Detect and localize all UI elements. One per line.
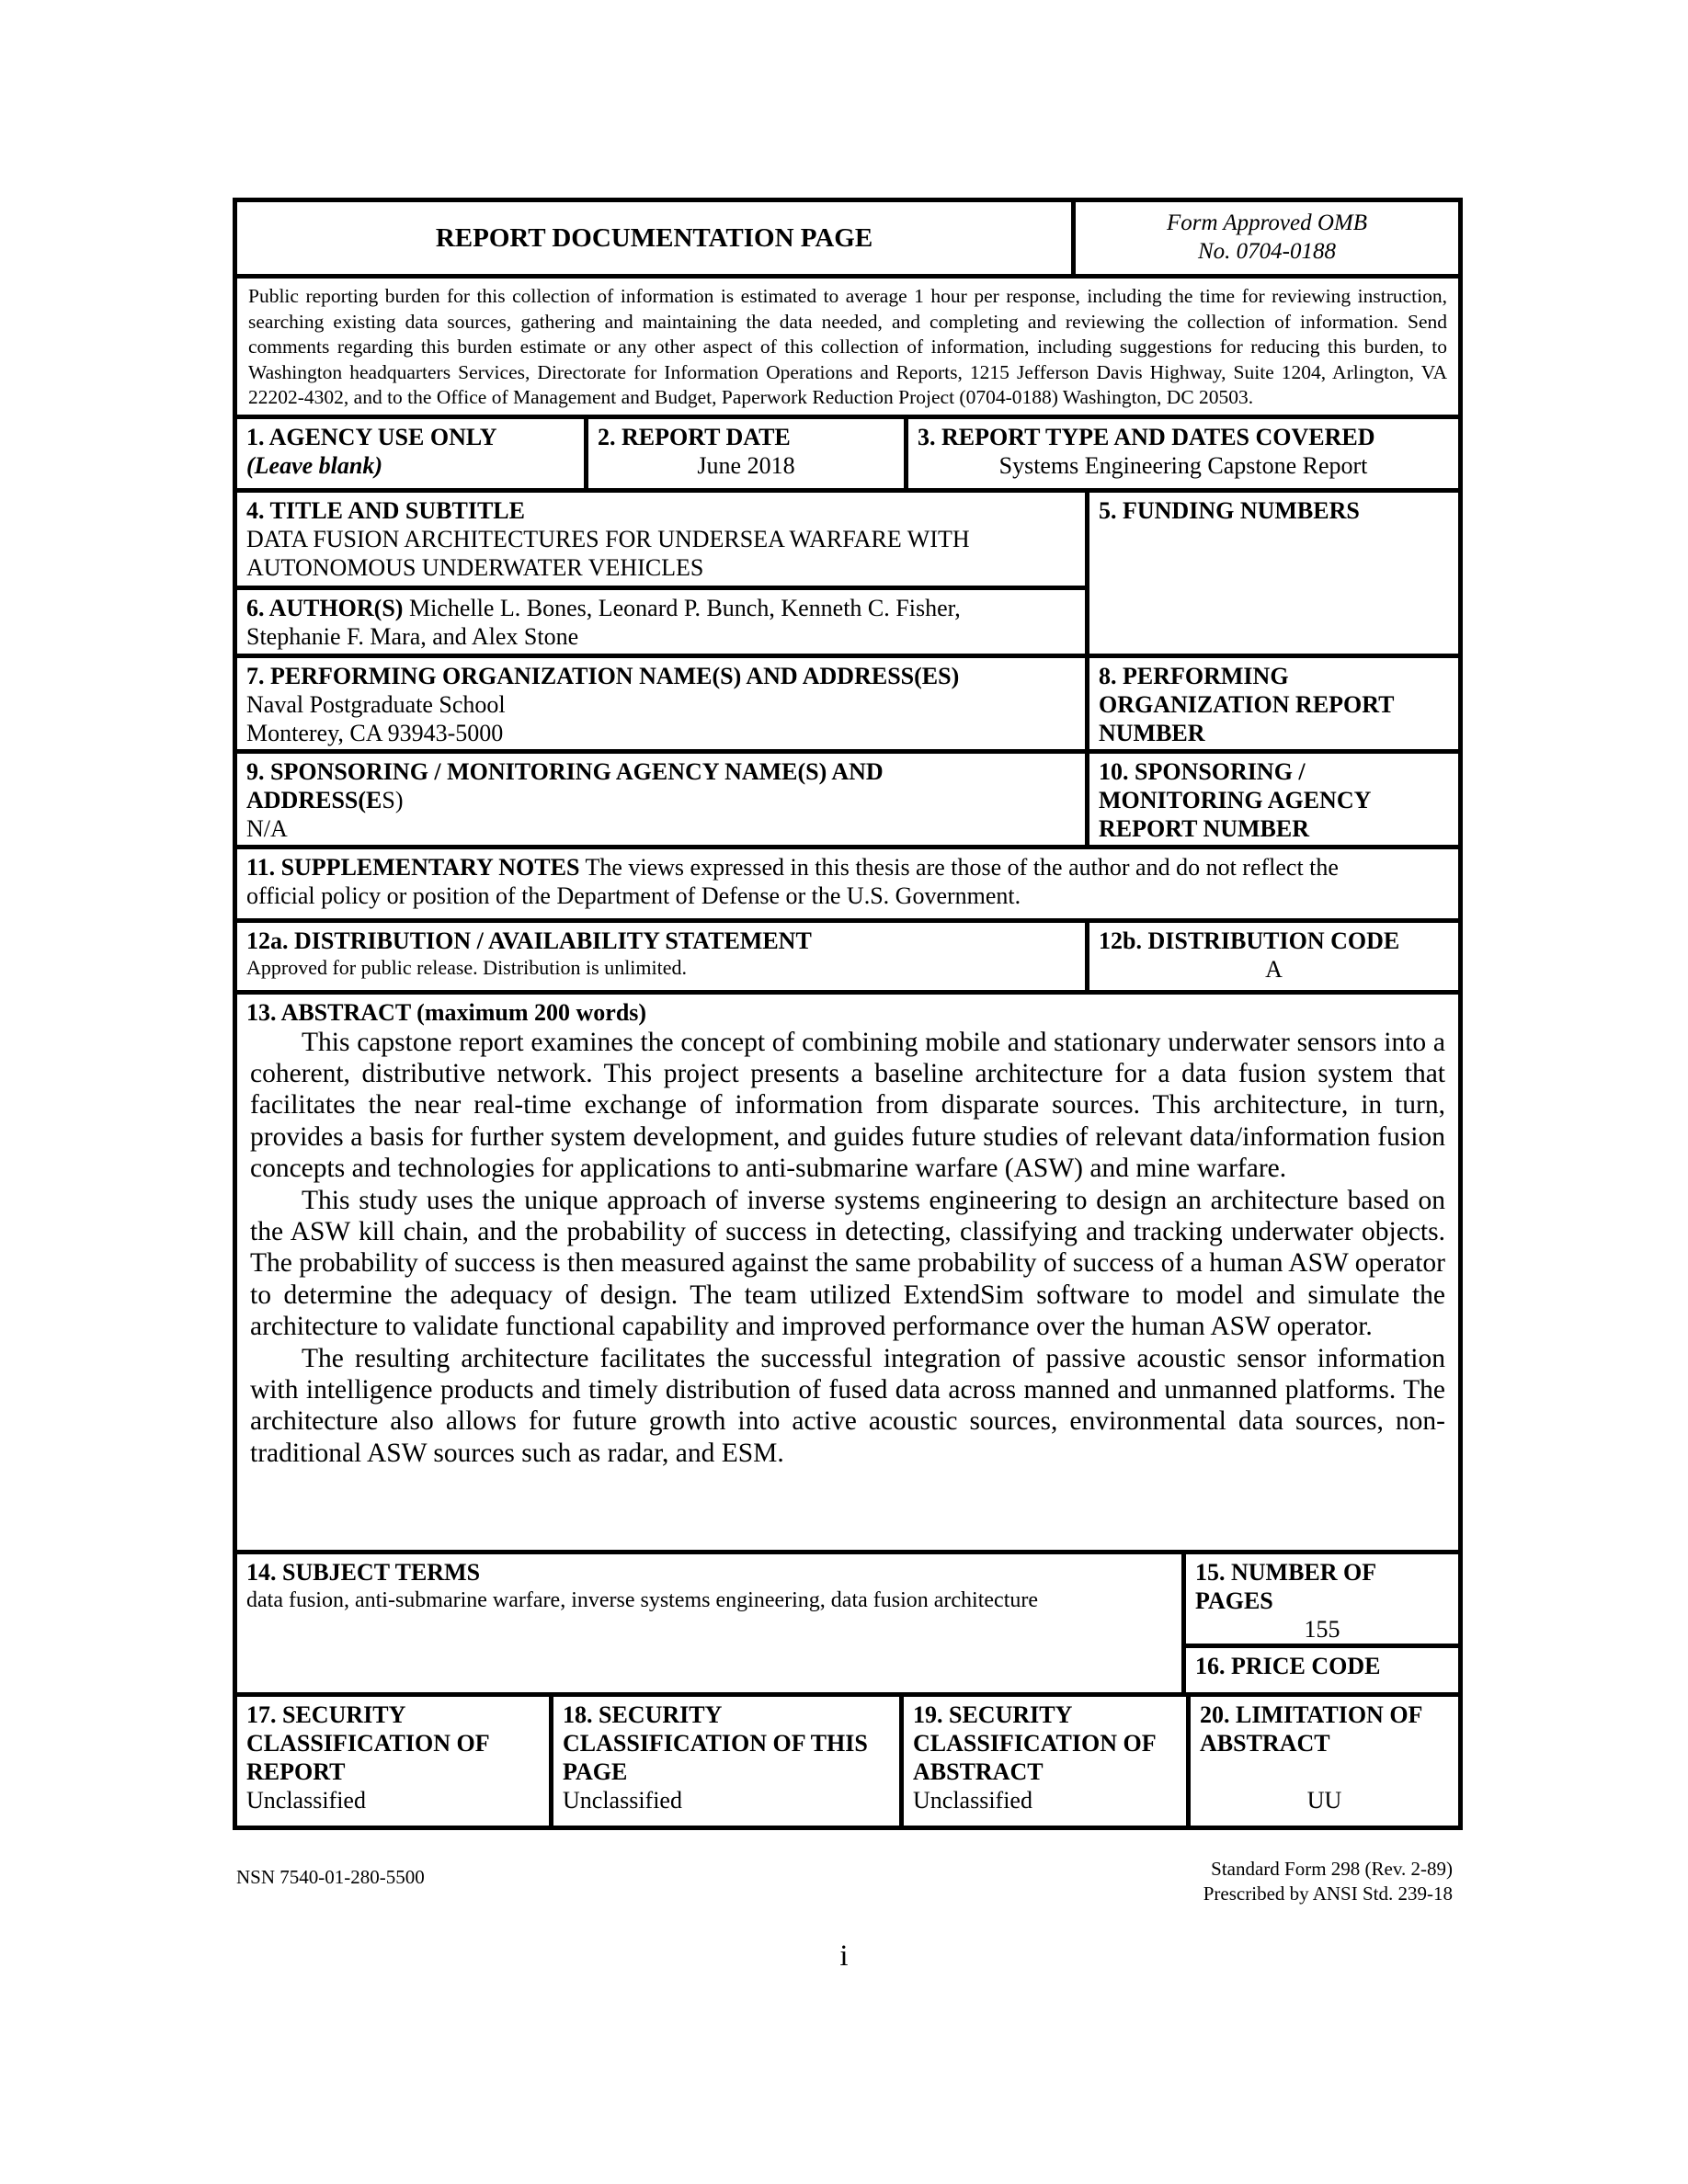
subject-terms-value: data fusion, anti-submarine warfare, inverse systems engineering, data fusion architecture (246, 1587, 1039, 1612)
security-abstract-line-2: CLASSIFICATION OF (913, 1729, 1157, 1757)
authors-line-1: Michelle L. Bones, Leonard P. Bunch, Kenneth C. Fisher, (403, 594, 961, 621)
sponsoring-agency-label-1: 9. SPONSORING / MONITORING AGENCY NAME(S) AND (246, 757, 884, 785)
distribution-row (233, 918, 1463, 990)
performing-org-label: 7. PERFORMING ORGANIZATION NAME(S) AND ADDRESS(ES) (246, 662, 960, 689)
report-date-label: 2. REPORT DATE (598, 423, 791, 450)
report-date-cell (584, 419, 904, 488)
burden-row (233, 274, 1463, 415)
report-type-label: 3. REPORT TYPE AND DATES COVERED (918, 423, 1375, 450)
title-line-2: AUTONOMOUS UNDERWATER VEHICLES (246, 553, 704, 581)
funding-numbers-label: 5. FUNDING NUMBERS (1099, 496, 1360, 524)
agency-use-cell (237, 419, 584, 488)
agency-use-value: (Leave blank) (246, 451, 383, 479)
distribution-statement-cell (237, 923, 1085, 990)
sponsoring-agency-cell (237, 754, 1085, 845)
security-report-line-3: REPORT (246, 1757, 346, 1785)
sponsoring-report-line-2: MONITORING AGENCY (1099, 786, 1372, 813)
abstract-label: 13. ABSTRACT (maximum 200 words) (246, 998, 647, 1026)
security-page-line-3: PAGE (563, 1757, 628, 1785)
performing-org-line-1: Naval Postgraduate School (246, 690, 506, 718)
report-date-value: June 2018 (697, 451, 795, 479)
report-type-value: Systems Engineering Capstone Report (998, 451, 1368, 479)
performing-org-line-2: Monterey, CA 93943-5000 (246, 719, 504, 746)
limitation-value: UU (1306, 1786, 1342, 1814)
standard-form-info (1203, 1857, 1453, 1906)
security-report-value: Unclassified (246, 1786, 366, 1814)
performing-org-cell (237, 658, 1085, 749)
distribution-code-value: A (1265, 955, 1283, 983)
abstract-row (233, 990, 1463, 1550)
performing-report-line-1: 8. PERFORMING (1099, 662, 1289, 689)
supplementary-row (233, 845, 1463, 918)
security-row (233, 1692, 1463, 1830)
security-page-line-2: CLASSIFICATION OF THIS (563, 1729, 868, 1757)
distribution-code-label: 12b. DISTRIBUTION CODE (1099, 927, 1400, 954)
security-report-line-1: 17. SECURITY (246, 1701, 406, 1728)
sponsoring-row (233, 749, 1463, 845)
funding-numbers-cell (1085, 493, 1458, 654)
subject-terms-row (233, 1550, 1463, 1692)
limitation-line-2: ABSTRACT (1200, 1729, 1330, 1757)
omb-approval-line1: Form Approved OMB (1166, 210, 1368, 235)
sponsoring-agency-label-2: ADDRESS(E (246, 786, 382, 813)
agency-row (233, 415, 1463, 488)
performing-row (233, 654, 1463, 749)
number-of-pages-cell (1186, 1554, 1458, 1644)
limitation-cell (1186, 1697, 1458, 1826)
performing-report-line-2: ORGANIZATION REPORT (1099, 690, 1395, 718)
title-line-1: DATA FUSION ARCHITECTURES FOR UNDERSEA WARFARE WITH (246, 525, 970, 552)
security-page-value: Unclassified (563, 1786, 682, 1814)
distribution-statement-value: Approved for public release. Distribution is unlimited. (246, 955, 688, 979)
authors-cell (237, 586, 1085, 654)
subject-terms-cell (237, 1554, 1181, 1692)
security-abstract-value: Unclassified (913, 1786, 1032, 1814)
security-abstract-line-1: 19. SECURITY (913, 1701, 1073, 1728)
performing-report-line-3: NUMBER (1099, 719, 1205, 746)
report-documentation-form (233, 198, 1463, 1830)
pages-price-column (1181, 1554, 1458, 1692)
authors-label: 6. AUTHOR(S) (246, 594, 404, 621)
supplementary-notes-cell (237, 849, 1458, 918)
sponsoring-report-line-1: 10. SPONSORING / (1099, 757, 1306, 785)
report-type-cell (904, 419, 1458, 488)
security-report-line-2: CLASSIFICATION OF (246, 1729, 490, 1757)
security-report-cell (237, 1697, 549, 1826)
prescribed-by-label: Prescribed by ANSI Std. 239-18 (1203, 1883, 1453, 1905)
abstract-paragraph-2: This study uses the unique approach of inverse systems engineering to design an architecture based on the ASW kill chain, and the probability of success in detecting, classifying and tracking underwater objects. The probability of success is then measured against the same probability of success of a human ASW operator to determine the adequacy of design. The team utilized ExtendSim software to model and simulate the architecture to validate functional capability and improved performance over the human ASW operator. (250, 1185, 1445, 1342)
distribution-statement-label: 12a. DISTRIBUTION / AVAILABILITY STATEMENT (246, 927, 812, 954)
distribution-code-cell (1085, 923, 1458, 990)
abstract-paragraph-1: This capstone report examines the concept of combining mobile and stationary underwater sensors into a coherent, distributive network. This project presents a baseline architecture for a data fusion system that facilitates the near real-time exchange of information from disparate sources. This architecture, in turn, provides a basis for further system development, and guides future studies of relevant data/information fusion concepts and technologies for applications to anti-submarine warfare (ASW) and mine warfare. (250, 1027, 1445, 1184)
title-funding-row (233, 488, 1463, 654)
limitation-line-1: 20. LIMITATION OF (1200, 1701, 1423, 1728)
title-subtitle-label: 4. TITLE AND SUBTITLE (246, 496, 525, 524)
sponsoring-agency-label-2-rest: S) (382, 786, 404, 813)
page-number: i (839, 1939, 849, 1973)
omb-approval (1071, 202, 1458, 274)
security-page-cell (549, 1697, 899, 1826)
sponsoring-agency-value: N/A (246, 814, 288, 842)
abstract-paragraph-3: The resulting architecture facilitates the successful integration of passive acoustic sensor information with intelligence products and timely distribution of fused data across manned and unmanned platforms. The architecture also allows for future growth into active acoustic sources, environmental data sources, non-traditional ASW sources such as radar, and ESM. (250, 1343, 1445, 1468)
abstract-body (246, 1027, 1449, 1470)
nsn-number: NSN 7540-01-280-5500 (236, 1866, 425, 1888)
security-abstract-line-3: ABSTRACT (913, 1757, 1044, 1785)
number-of-pages-value: 155 (1304, 1615, 1340, 1643)
form-header-row (233, 198, 1463, 274)
performing-report-cell (1085, 658, 1458, 749)
burden-statement: Public reporting burden for this collection of information is estimated to average 1 hour per response, including the time for reviewing instruction, searching existing data sources, gathering and maintaining the data needed, and completing and reviewing the collection of information. Send comments regarding this burden estimate or any other aspect of this collection of information, including suggestions for reducing this burden, to Washington headquarters Services, Directorate for Information Operations and Reports, 1215 Jefferson Davis Highway, Suite 1204, Arlington, VA 22202-4302, and to the Office of Management and Budget, Paperwork Reduction Project (0704-0188) Washington, DC 20503. (248, 285, 1447, 408)
abstract-cell (237, 995, 1458, 1550)
subject-terms-label: 14. SUBJECT TERMS (246, 1558, 481, 1586)
number-of-pages-label-1: 15. NUMBER OF (1195, 1558, 1377, 1586)
form-title: REPORT DOCUMENTATION PAGE (435, 222, 873, 253)
supplementary-notes-label: 11. SUPPLEMENTARY NOTES (246, 853, 580, 881)
standard-form-label: Standard Form 298 (Rev. 2-89) (1211, 1858, 1453, 1880)
number-of-pages-label-2: PAGES (1195, 1587, 1273, 1614)
title-subtitle-cell (237, 493, 1085, 586)
omb-approval-line2: No. 0704-0188 (1198, 239, 1336, 264)
authors-line-2: Stephanie F. Mara, and Alex Stone (246, 622, 579, 650)
supplementary-notes-text-1: The views expressed in this thesis are those of the author and do not reflect the (579, 853, 1339, 881)
price-code-label: 16. PRICE CODE (1195, 1652, 1381, 1679)
title-author-column (237, 493, 1085, 654)
supplementary-notes-text-2: official policy or position of the Department of Defense or the U.S. Government. (246, 882, 1021, 909)
sponsoring-report-cell (1085, 754, 1458, 845)
sponsoring-report-line-3: REPORT NUMBER (1099, 814, 1310, 842)
agency-use-label: 1. AGENCY USE ONLY (246, 423, 497, 450)
security-abstract-cell (899, 1697, 1186, 1826)
security-page-line-1: 18. SECURITY (563, 1701, 723, 1728)
price-code-cell (1186, 1644, 1458, 1692)
